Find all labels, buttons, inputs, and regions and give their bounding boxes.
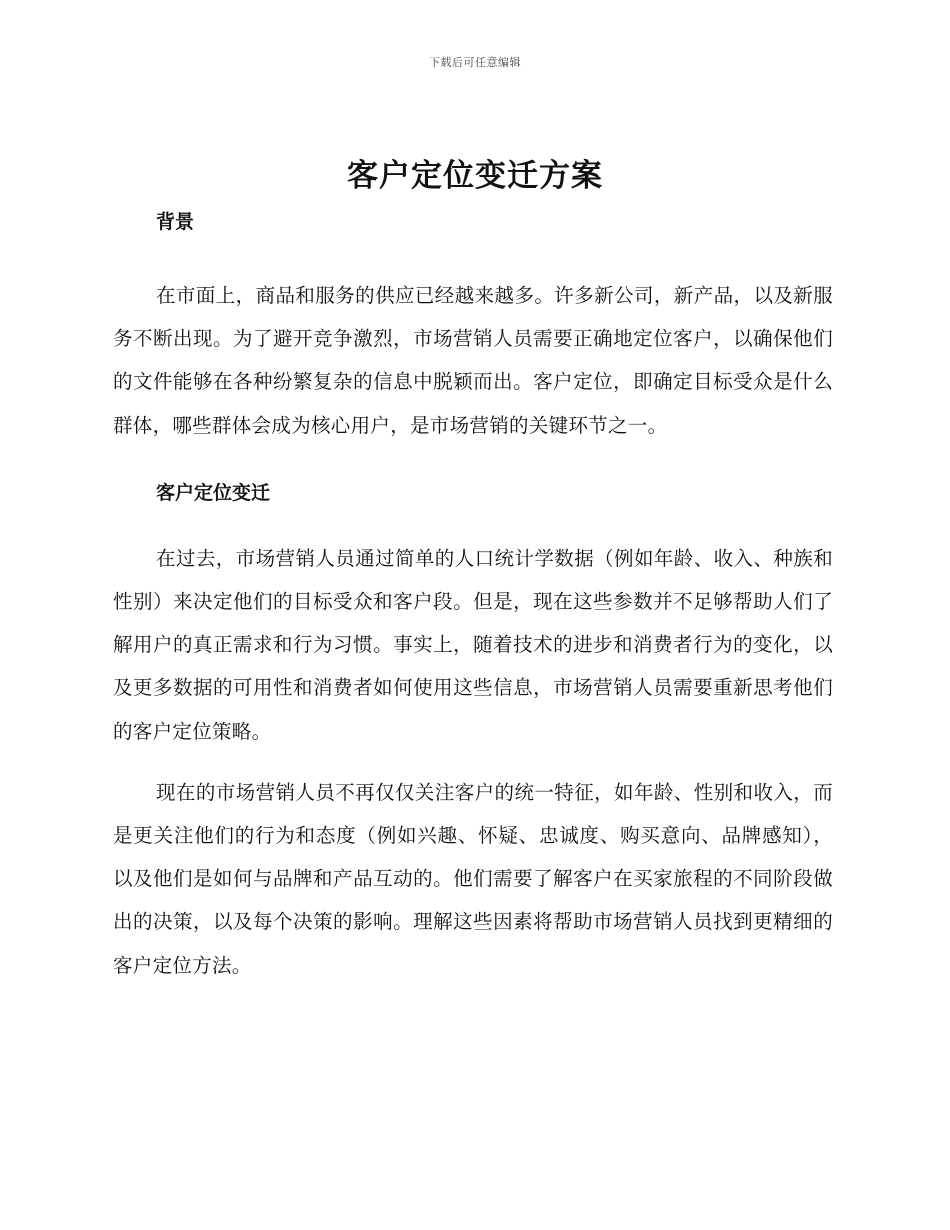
paragraph-past-approach: 在过去，市场营销人员通过简单的人口统计学数据（例如年龄、收入、种族和性别）来决定他们的目标受众和客户段。但是，现在这些参数并不足够帮助人们了解用户的真正需求和行为习惯。事实上，随着技术的进步和消费者行为的变化，以及更多数据的可用性和消费者如何使用这些信息，市场营销人员需要重新思考他们的客户定位策略。 — [113, 546, 833, 743]
document-body — [113, 206, 833, 987]
paragraph-background: 在市面上，商品和服务的供应已经越来越多。许多新公司，新产品，以及新服务不断出现。为了避开竞争激烈，市场营销人员需要正确地定位客户，以确保他们的文件能够在各种纷繁复杂的信息中脱颖而出。客户定位，即确定目标受众是什么群体，哪些群体会成为核心用户，是市场营销的关键环节之一。 — [113, 284, 833, 437]
document-title: 客户定位变迁方案 — [347, 158, 603, 194]
section-heading-customer-positioning-shift: 客户定位变迁 — [156, 481, 271, 504]
header-note: 下载后可任意编辑 — [429, 56, 521, 69]
section-heading-background: 背景 — [156, 211, 195, 233]
paragraph-current-approach: 现在的市场营销人员不再仅仅关注客户的统一特征，如年龄、性别和收入，而是更关注他们的行为和态度（例如兴趣、怀疑、忠诚度、购买意向、品牌感知），以及他们是如何与品牌和产品互动的。他们需要了解客户在买家旅程的不同阶段做出的决策，以及每个决策的影响。理解这些因素将帮助市场营销人员找到更精细的客户定位方法。 — [113, 780, 833, 977]
